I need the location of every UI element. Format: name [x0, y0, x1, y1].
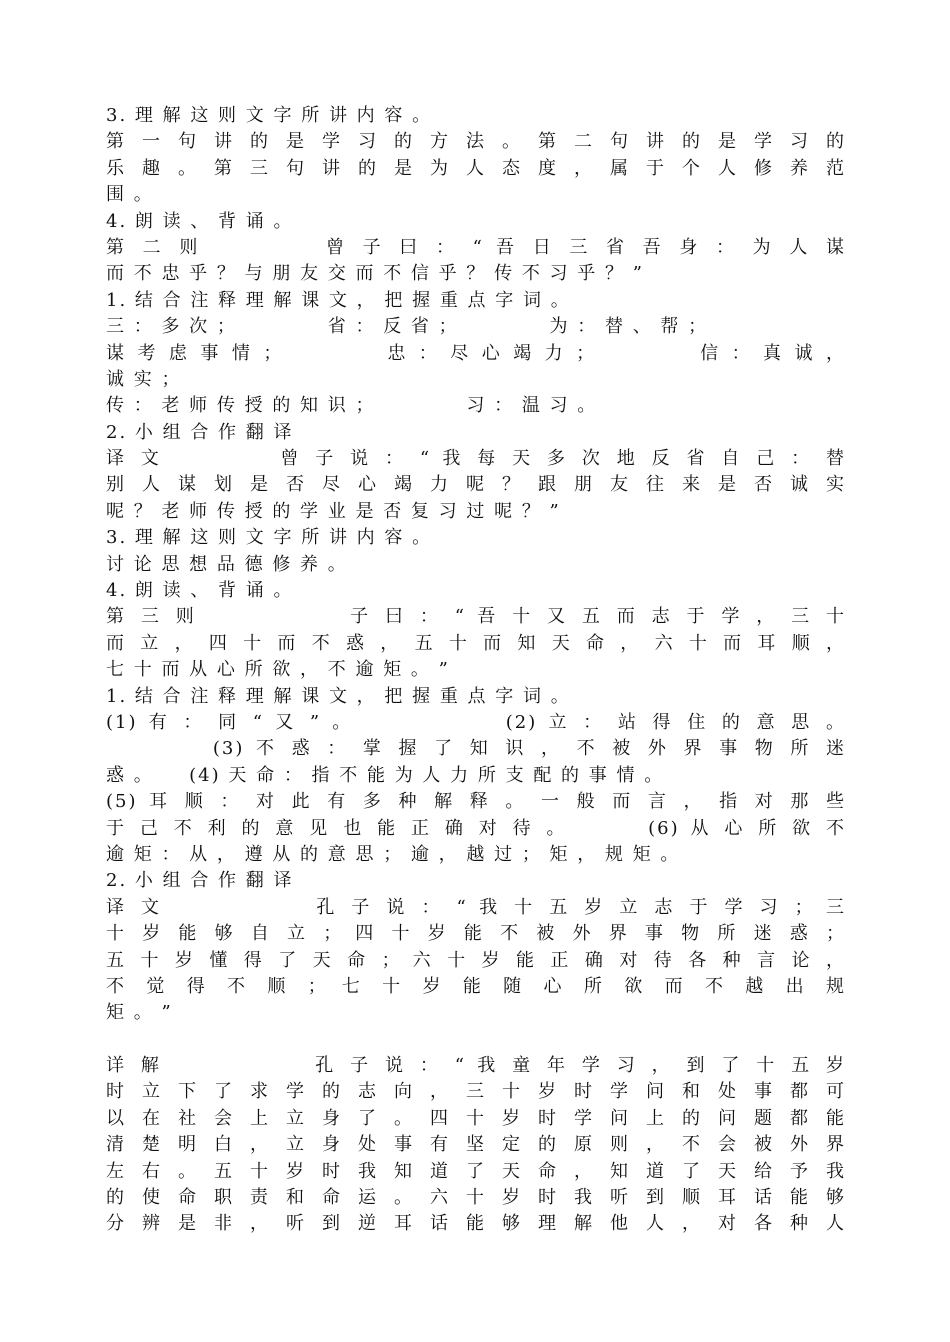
text-line: 译 文 曾 子 说 ： “ 我 每 天 多 次 地 反 省 自 己 ： 替	[106, 448, 846, 470]
text-line: 而 不 忠 乎 ？ 与 朋 友 交 而 不 信 乎 ？ 传 不 习 乎 ？ ”	[106, 263, 644, 285]
text-line: 七 十 而 从 心 所 欲 ， 不 逾 矩 。 ”	[106, 659, 450, 681]
text-line: 惑 。 (4) 天 命 ： 指 不 能 为 人 力 所 支 配 的 事 情 。	[106, 764, 665, 786]
text-line: 诚 实 ；	[106, 368, 182, 390]
text-line: 第 一 句 讲 的 是 学 习 的 方 法 。 第 二 句 讲 的 是 学 习 的	[106, 131, 846, 153]
text-line: 不 觉 得 不 顺 ； 七 十 岁 能 随 心 所 欲 而 不 越 出 规	[106, 975, 846, 997]
text-line: 传 ： 老 师 传 授 的 知 识 ； 习 ： 温 习 。	[106, 395, 598, 417]
text-line: 于 己 不 利 的 意 见 也 能 正 确 对 待 。 (6) 从 心 所 欲 不	[106, 817, 846, 839]
text-line: 2. 小 组 合 作 翻 译	[106, 421, 294, 443]
blank-line	[106, 1027, 846, 1053]
text-line: 而 立 ， 四 十 而 不 惑 ， 五 十 而 知 天 命 ， 六 十 而 耳 顺 ，	[106, 632, 846, 654]
text-line: 时 立 下 了 求 学 的 志 向 ， 三 十 岁 时 学 问 和 处 事 都 可	[106, 1081, 846, 1103]
text-line: 别 人 谋 划 是 否 尽 心 竭 力 呢 ？ 跟 朋 友 往 来 是 否 诚 实	[106, 474, 846, 496]
text-line: 谋 考 虑 事 情 ； 忠 ： 尽 心 竭 力 ； 信 ： 真 诚 ，	[106, 342, 846, 364]
text-line: 第 三 则 子 曰 ： “ 吾 十 又 五 而 志 于 学 ， 三 十	[106, 606, 846, 628]
text-line: 五 十 岁 懂 得 了 天 命 ； 六 十 岁 能 正 确 对 待 各 种 言 论 ，	[106, 949, 846, 971]
text-line: 1. 结 合 注 释 理 解 课 文 ， 把 握 重 点 字 词 。	[106, 685, 571, 707]
text-line: 左 右 。 五 十 岁 时 我 知 道 了 天 命 ， 知 道 了 天 给 予 我	[106, 1160, 846, 1182]
text-line: 三 ： 多 次 ； 省 ： 反 省 ； 为 ： 替 、 帮 ；	[106, 316, 709, 338]
text-line: 3. 理 解 这 则 文 字 所 讲 内 容 。	[106, 527, 433, 549]
text-line: 详 解 孔 子 说 ： “ 我 童 年 学 习 ， 到 了 十 五 岁	[106, 1055, 846, 1077]
text-line: 分 辨 是 非 ， 听 到 逆 耳 话 能 够 理 解 他 人 ， 对 各 种 人	[106, 1213, 846, 1235]
text-line: 4. 朗 读 、 背 诵 。	[106, 580, 294, 602]
text-line: 4. 朗 读 、 背 诵 。	[106, 210, 294, 232]
text-line: 译 文 孔 子 说 ： “ 我 十 五 岁 立 志 于 学 习 ； 三	[106, 896, 846, 918]
text-line: 逾 矩 ： 从 ， 遵 从 的 意 思 ； 逾 ， 越 过 ； 矩 ， 规 矩 。	[106, 843, 681, 865]
text-line: 2. 小 组 合 作 翻 译	[106, 870, 294, 892]
text-line: 1. 结 合 注 释 理 解 课 文 ， 把 握 重 点 字 词 。	[106, 289, 571, 311]
text-line: 呢 ？ 老 师 传 授 的 学 业 是 否 复 习 过 呢 ？ ”	[106, 500, 561, 522]
document-body	[106, 103, 846, 1238]
text-line: 3. 理 解 这 则 文 字 所 讲 内 容 。	[106, 105, 433, 126]
text-line: 的 使 命 职 责 和 命 运 。 六 十 岁 时 我 听 到 顺 耳 话 能 够	[106, 1187, 846, 1209]
text-line: (1) 有 ： 同 “ 又 ” 。 (2) 立 ： 站 得 住 的 意 思 。	[106, 711, 846, 733]
text-line: 清 楚 明 白 ， 立 身 处 事 有 坚 定 的 原 则 ， 不 会 被 外 界	[106, 1134, 846, 1156]
text-line: (3) 不 惑 ： 掌 握 了 知 识 ， 不 被 外 界 事 物 所 迷	[106, 738, 846, 760]
text-line: 乐 趣 。 第 三 句 讲 的 是 为 人 态 度 ， 属 于 个 人 修 养 范	[106, 157, 846, 179]
text-line: 十 岁 能 够 自 立 ； 四 十 岁 能 不 被 外 界 事 物 所 迷 惑 ；	[106, 923, 846, 945]
text-line: 讨 论 思 想 品 德 修 养 。	[106, 553, 348, 575]
text-line: (5) 耳 顺 ： 对 此 有 多 种 解 释 。 一 般 而 言 ， 指 对 那 些	[106, 791, 846, 813]
text-line: 围 。	[106, 184, 154, 206]
text-line: 以 在 社 会 上 立 身 了 。 四 十 岁 时 学 问 上 的 问 题 都 能	[106, 1107, 846, 1129]
text-line: 第 二 则 曾 子 曰 ： “ 吾 日 三 省 吾 身 ： 为 人 谋	[106, 236, 846, 258]
text-line: 矩 。 ”	[106, 1002, 173, 1024]
